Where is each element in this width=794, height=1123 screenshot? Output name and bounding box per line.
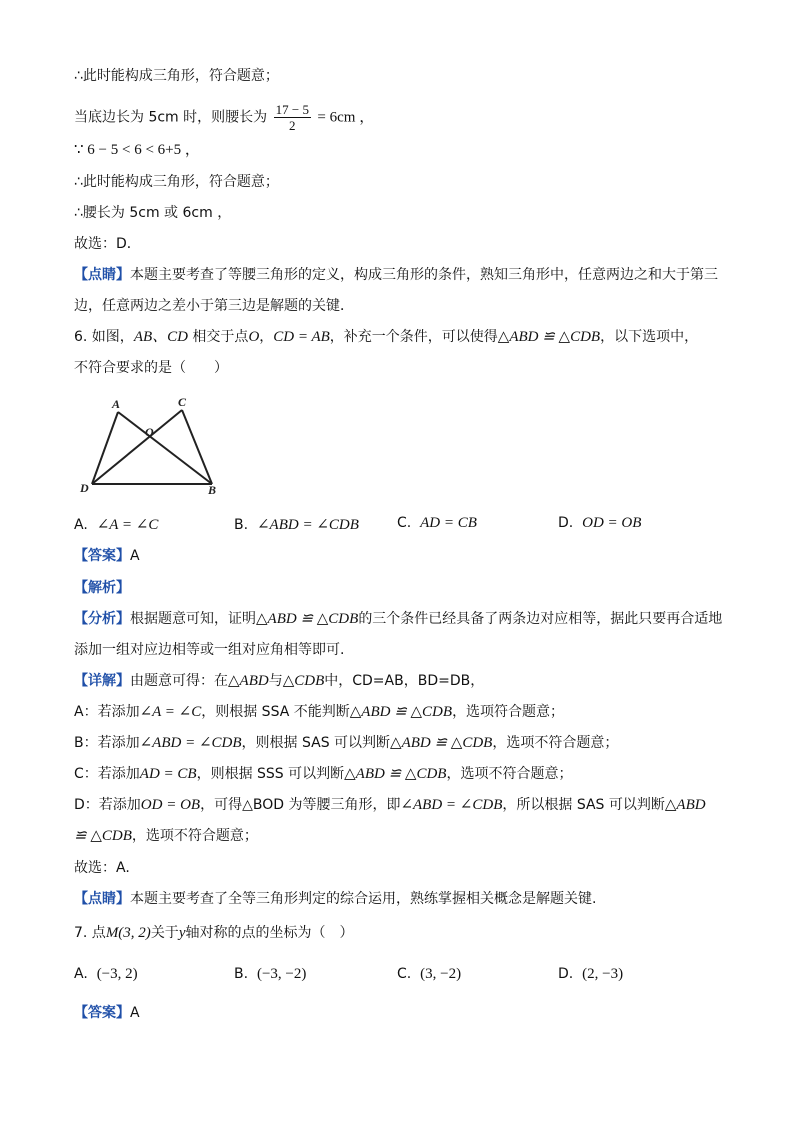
text-span: 本题主要考查了全等三角形判定的综合运用，熟练掌握相关概念是解题关键. <box>130 891 597 907</box>
option-d <box>558 515 641 532</box>
text-span: 根据题意可知，证明 <box>130 611 256 627</box>
option-letter: B. <box>234 517 249 533</box>
text-span: D：若添加 <box>74 797 141 813</box>
option-b <box>234 515 359 534</box>
math-text: M(3, 2) <box>105 925 151 941</box>
text-span: 故选：A. <box>74 860 130 876</box>
answer-line <box>74 1003 140 1023</box>
label-o: O <box>145 425 154 439</box>
option-text: (−3, 2) <box>96 966 138 982</box>
text-span: 与 <box>268 673 283 689</box>
fraction <box>274 102 311 133</box>
text-line <box>74 66 279 86</box>
option-letter: C. <box>397 515 412 531</box>
question-line <box>74 923 353 943</box>
option-c <box>397 515 477 532</box>
option-d <box>558 966 623 983</box>
math-text: ≌ △CDB <box>74 828 132 844</box>
answer-line <box>74 546 140 566</box>
option-letter: A. <box>74 966 88 982</box>
section-tag: 【解析】 <box>74 580 130 596</box>
option-letter: B. <box>234 966 249 982</box>
option-c <box>397 966 461 983</box>
text-line <box>74 609 722 629</box>
text-span: 7. 点 <box>74 925 106 941</box>
section-tag: 【详解】 <box>74 673 130 689</box>
text-line <box>74 733 618 753</box>
text-span: ，选项不符合题意； <box>492 735 619 751</box>
text-span: 当底边长为 5cm 时，则腰长为 <box>74 109 268 126</box>
math-text: CD = AB <box>273 329 330 345</box>
option-letter: D. <box>558 515 574 531</box>
text-line <box>74 858 130 878</box>
math-text: ∠ABD = ∠CDB <box>139 735 242 751</box>
math-text: AB、CD <box>133 329 188 345</box>
answer-tag: 【答案】 <box>74 1005 130 1021</box>
option-letter: C. <box>397 966 412 982</box>
text-line <box>74 640 344 660</box>
text-span: ，补充一个条件，可以使得 <box>329 329 498 345</box>
text-span: C：若添加 <box>74 766 140 782</box>
text-line <box>74 234 141 254</box>
text-span: B：若添加 <box>74 735 140 751</box>
text-line <box>74 140 200 160</box>
text-span: A：若添加 <box>74 704 140 720</box>
math-text: OD = OB <box>140 797 201 813</box>
math-text: △ABD ≌ △CDB <box>390 735 493 751</box>
geometry-diagram <box>74 388 234 498</box>
text-span: ，选项不符合题意； <box>446 766 573 782</box>
math-text: O <box>248 329 260 345</box>
math-text: △ABD ≌ △CDB <box>349 704 453 720</box>
math-text: y <box>178 925 186 941</box>
text-line <box>74 358 228 378</box>
text-line <box>74 889 596 909</box>
text-span: ∴腰长为 5cm 或 6cm ， <box>74 205 232 221</box>
text-span: ，则根据 SSS 可以判断 <box>196 766 345 782</box>
math-text: AD = CB <box>139 766 197 782</box>
text-line <box>74 102 374 133</box>
math-text: △ABD <box>228 673 269 689</box>
label-b: B <box>208 483 217 497</box>
option-text: ∠A = ∠C <box>96 517 159 533</box>
label-a: A <box>112 397 121 411</box>
option-text: (3, −2) <box>420 966 462 982</box>
text-span: 相交于点 <box>187 329 249 345</box>
text-span: 不符合要求的是（ ） <box>74 360 228 376</box>
text-line <box>74 826 258 846</box>
text-line <box>74 172 279 192</box>
math-text: △ABD <box>664 797 706 813</box>
math-text: △ABD ≌ △CDB <box>256 611 359 627</box>
text-line <box>74 296 354 316</box>
option-a <box>74 515 158 534</box>
text-span: ， <box>259 329 274 345</box>
text-line <box>74 203 231 223</box>
section-tag: 【分析】 <box>74 611 130 627</box>
math-text: △ABD ≌ △CDB <box>344 766 447 782</box>
option-text: OD = OB <box>582 515 642 531</box>
text-span: 中，CD=AB，BD=DB， <box>324 673 485 689</box>
option-text: (2, −3) <box>582 966 624 982</box>
question-line <box>74 327 698 347</box>
answer-tag: 【答案】 <box>74 548 130 564</box>
math-text: ∠A = ∠C <box>139 704 202 720</box>
text-span: ，选项符合题意； <box>452 704 565 720</box>
section-tag: 【点睛】 <box>74 267 130 283</box>
label-d: D <box>80 481 89 495</box>
text-span: 添加一组对应边相等或一组对应角相等即可. <box>74 642 345 658</box>
label-c: C <box>178 395 187 409</box>
geometry-figure <box>74 388 234 498</box>
math-text: △ABD ≌ △CDB <box>497 329 601 345</box>
text-span: 由题意可得：在 <box>130 673 228 689</box>
option-letter: A. <box>74 517 88 533</box>
text-span: 本题主要考查了等腰三角形的定义，构成三角形的条件，熟知三角形中，任意两边之和大于第三 <box>130 267 718 283</box>
text-line <box>74 578 130 598</box>
text-span: ，则根据 SSA 不能判断 <box>201 704 350 720</box>
text-span: ，则根据 SAS 可以判断 <box>241 735 391 751</box>
math-text: ∠ABD = ∠CDB <box>400 797 503 813</box>
text-span: ，所以根据 SAS 可以判断 <box>502 797 665 813</box>
text-span: ，可得△BOD 为等腰三角形，即 <box>200 797 401 813</box>
answer-value: A <box>130 1005 140 1021</box>
text-line <box>74 702 564 722</box>
option-text: (−3, −2) <box>256 966 307 982</box>
option-text: ∠ABD = ∠CDB <box>256 517 359 533</box>
option-text: AD = CB <box>420 515 477 531</box>
text-span: 6. 如图， <box>74 329 134 345</box>
text-span: 的三个条件已经具备了两条边对应相等，据此只要再合适地 <box>358 611 723 627</box>
text-line <box>74 795 706 815</box>
text-line <box>74 265 718 285</box>
math-text: = 6cm ， <box>317 109 375 126</box>
text-span: 关于 <box>150 925 179 941</box>
math-text: △CDB <box>282 673 325 689</box>
text-span: ，选项不符合题意； <box>131 828 258 844</box>
text-span: ∴此时能构成三角形，符合题意； <box>74 174 279 190</box>
answer-value: A <box>130 548 140 564</box>
option-b <box>234 966 306 983</box>
text-line <box>74 671 484 691</box>
text-span: 故选：D． <box>74 236 141 252</box>
fraction-denominator: 2 <box>289 118 296 133</box>
text-span: ∴此时能构成三角形，符合题意； <box>74 68 279 84</box>
text-span: 轴对称的点的坐标为（ ） <box>185 925 354 941</box>
section-tag: 【点睛】 <box>74 891 130 907</box>
fraction-numerator: 17 − 5 <box>275 102 309 117</box>
text-line <box>74 764 572 784</box>
math-text: ∵ 6 − 5 < 6 < 6+5 ， <box>74 142 200 158</box>
option-letter: D. <box>558 966 574 982</box>
option-a <box>74 966 138 983</box>
text-span: ，以下选项中， <box>600 329 699 345</box>
text-span: 边，任意两边之差小于第三边是解题的关键． <box>74 298 354 314</box>
